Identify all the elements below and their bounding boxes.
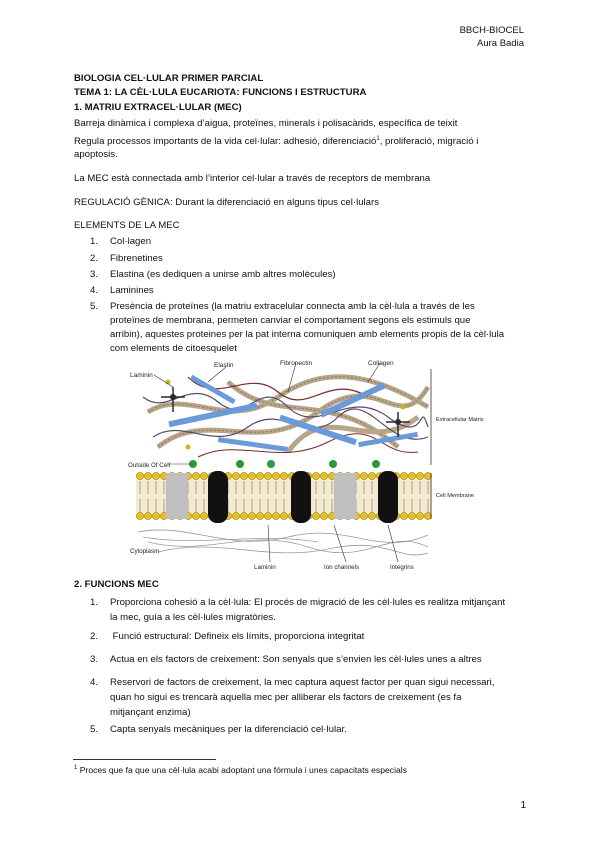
phospholipid-head	[232, 512, 239, 519]
header-author: Aura Badia	[476, 38, 524, 49]
elements-list: 1. Col·lagen 2. Fibrenetines 3. Elastina (es dediquen a unirse amb altres molècules) 4. Laminines 5. Presència de proteïnes (la matriu extracelular connecta amb la cèl·lula a través de les proteïnes de membrana, permeten canviar el comportament segons els estimuls que arribin), aquestes proteines per la pat interna comuniquen amb elements propis de la cèl·lula com elements de citoesquelet	[90, 236, 505, 354]
regula-text-a: Regula processos importants de la vida cel·lular: adhesió, diferenciació	[74, 136, 377, 148]
phospholipid-head	[312, 472, 319, 479]
ecm-diagram	[128, 357, 488, 571]
phospholipid-head	[280, 512, 287, 519]
phospholipid-head	[416, 512, 423, 519]
phospholipid-head	[248, 512, 255, 519]
label-laminin-bottom: Laminin	[254, 564, 276, 571]
phospholipid-head	[200, 472, 207, 479]
page-header	[460, 24, 524, 50]
page-number: 1	[520, 800, 526, 811]
elements-heading: ELEMENTS DE LA MEC	[74, 220, 180, 231]
label-integrins: Integrins	[390, 564, 414, 571]
paragraph-regula-cont: apoptosis.	[74, 149, 118, 160]
header-course-code: BBCH-BIOCEL	[459, 25, 524, 36]
phospholipid-head	[192, 512, 199, 519]
tema-label: TEMA 1:	[74, 87, 113, 98]
regula-text-b: , proliferació, migració i	[379, 136, 479, 148]
paragraph-regula	[74, 132, 478, 149]
phospholipid-head	[144, 472, 151, 479]
phospholipid-head	[312, 512, 319, 519]
label-elastin: Elastin	[214, 362, 234, 369]
phospholipid-head	[424, 512, 431, 519]
label-collagen: Collagen	[368, 360, 394, 367]
footnote-ref[interactable]: 1	[376, 136, 380, 142]
tema-text: LA CÈL·LULA EUCARIOTA: FUNCIONS I ESTRUCTURA	[112, 87, 367, 98]
phospholipid-head	[264, 472, 271, 479]
phospholipid-head	[320, 512, 327, 519]
tema-heading	[74, 86, 366, 100]
phospholipid-head	[152, 512, 159, 519]
label-cytoplasm: Cytoplasm	[130, 548, 160, 555]
phospholipid-head	[192, 472, 199, 479]
phospholipid-head	[320, 472, 327, 479]
footnote	[74, 765, 407, 775]
phospholipid-head	[360, 512, 367, 519]
ecm-diagram-svg	[128, 357, 488, 571]
label-fibronectin: Fibronectin	[280, 360, 313, 367]
label-outside-of-cell: Outside Of Cell	[128, 462, 170, 469]
label-laminin: Laminin	[130, 372, 153, 379]
cytoskeleton-filaments	[138, 530, 428, 555]
paragraph-definition: Barreja dinàmica i complexa d’aigua, proteïnes, minerals i polisacàrids, específica de teixit	[74, 118, 458, 129]
phospholipid-head	[408, 472, 415, 479]
phospholipid-head	[400, 512, 407, 519]
paragraph-regulacio-genica: REGULACIÓ GÈNICA: Durant la diferenciació en alguns tipus cel·lulars	[74, 197, 379, 208]
section-1-heading: 1. MATRIU EXTRACEL·LULAR (MEC)	[74, 102, 242, 113]
phospholipid-head	[152, 472, 159, 479]
phospholipid-head	[272, 472, 279, 479]
phospholipid-head	[280, 472, 287, 479]
label-cell-membrane: Cell Membrane	[436, 493, 474, 499]
phospholipid-head	[248, 472, 255, 479]
phospholipid-head	[144, 512, 151, 519]
paragraph-connexio: La MEC està connectada amb l’interior cel·lular a través de receptors de membrana	[74, 173, 431, 184]
phospholipid-head	[424, 472, 431, 479]
phospholipid-head	[368, 512, 375, 519]
phospholipid-head	[240, 512, 247, 519]
phospholipid-head	[136, 512, 143, 519]
label-ion-channels: Ion channels	[324, 564, 360, 571]
phospholipid-head	[232, 472, 239, 479]
membrane-receptors	[189, 460, 380, 468]
phospholipid-head	[240, 472, 247, 479]
phospholipid-head	[136, 472, 143, 479]
doc-title: BIOLOGIA CEL·LULAR PRIMER PARCIAL	[74, 73, 264, 84]
label-extracellular-matrix: Extracellular Matrix	[436, 417, 484, 423]
footnote-divider	[73, 759, 216, 760]
phospholipid-head	[416, 472, 423, 479]
phospholipid-head	[256, 512, 263, 519]
phospholipid-head	[400, 472, 407, 479]
phospholipid-head	[272, 512, 279, 519]
phospholipid-head	[360, 472, 367, 479]
phospholipid-head	[200, 512, 207, 519]
phospholipid-head	[408, 512, 415, 519]
phospholipid-head	[264, 512, 271, 519]
footnote-text: Proces que fa que una cèl·lula acabi adoptant una fórmula i unes capacitats especials	[77, 765, 407, 775]
section-2-heading: 2. FUNCIONS MEC	[74, 579, 159, 590]
phospholipid-head	[256, 472, 263, 479]
footnote-number: 1	[74, 765, 78, 772]
phospholipid-head	[368, 472, 375, 479]
funcions-list: 1. Proporciona cohesió a la cèl·lula: El procés de migració de les cèl·lules es realitza mitjançant la mec, guía a les cèl·lules migratòries. 2. Funció estructural: Defineix els límits, proporciona integritat 3. Actua en els factors de creixement: Son senyals que s’envien les cèl·lules unes a altres 4. Reservori de factors de creixement, la mec captura aquest factor per quan sigui necessari, quan ho sigui es trencarà aquella mec per alliberar els factors de creixement (es fa mitjançant enzima) 5. Capta senyals mecàniques per la diferenciació cel·lular.	[90, 597, 506, 735]
